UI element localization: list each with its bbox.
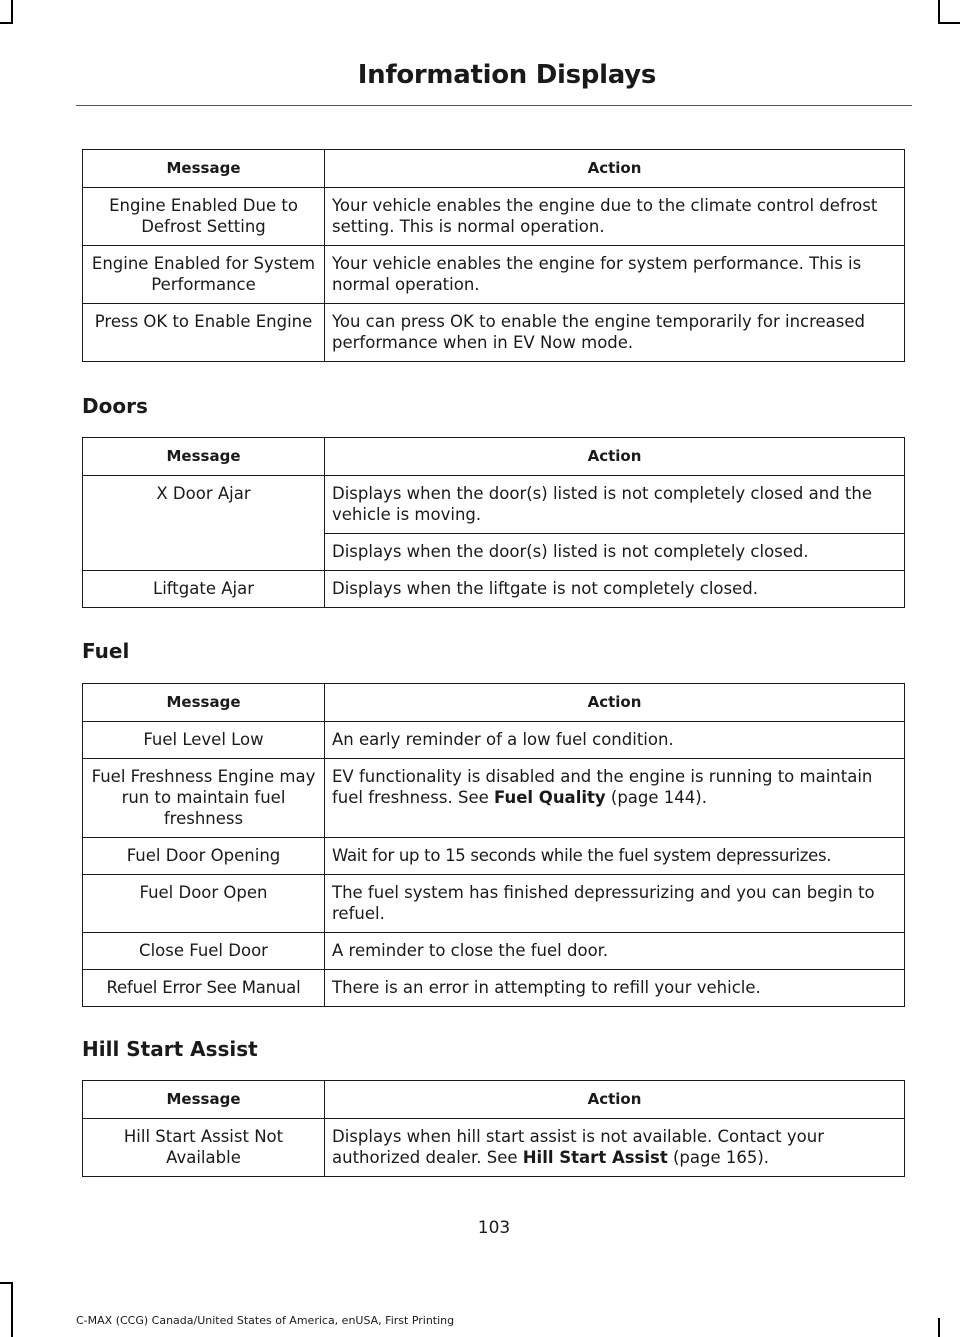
message-cell: Liftgate Ajar	[83, 571, 325, 608]
message-cell: Press OK to Enable Engine	[83, 304, 325, 362]
action-cell	[325, 1119, 905, 1177]
action-column-header: Action	[325, 150, 905, 188]
section-heading-fuel: Fuel	[82, 639, 130, 663]
message-column-header: Message	[83, 684, 325, 722]
table-header-row	[83, 684, 905, 722]
message-cell: Fuel Door Opening	[83, 838, 325, 875]
action-column-header: Action	[325, 1081, 905, 1119]
crop-mark	[0, 22, 13, 24]
action-text: (page 144).	[605, 788, 707, 807]
section-heading-hill-start-assist: Hill Start Assist	[82, 1037, 258, 1061]
message-column-header: Message	[83, 438, 325, 476]
message-cell: Close Fuel Door	[83, 933, 325, 970]
message-cell: Fuel Freshness Engine may run to maintain fuel freshness	[83, 759, 325, 838]
message-cell: Refuel Error See Manual	[83, 970, 325, 1007]
message-cell: Fuel Level Low	[83, 722, 325, 759]
action-column-header: Action	[325, 684, 905, 722]
action-cell: Displays when the door(s) listed is not completely closed and the vehicle is moving.	[325, 476, 905, 534]
message-cell: X Door Ajar	[83, 476, 325, 571]
action-cell: Your vehicle enables the engine due to the climate control defrost setting. This is normal operation.	[325, 188, 905, 246]
crop-mark	[0, 1282, 13, 1284]
action-text: EV functionality is disabled and the engine is running to maintain fuel freshness. See	[332, 767, 873, 807]
action-cell	[325, 759, 905, 838]
table-row	[83, 571, 905, 608]
page-title: Information Displays	[357, 60, 656, 90]
fuel-quality-link[interactable]: Fuel Quality	[494, 788, 606, 807]
page-number: 103	[477, 1218, 511, 1238]
message-cell: Fuel Door Open	[83, 875, 325, 933]
engine-messages-table	[82, 149, 905, 362]
table-header-row	[83, 150, 905, 188]
doors-messages-table	[82, 437, 905, 608]
hill-start-assist-link[interactable]: Hill Start Assist	[522, 1148, 668, 1167]
crop-mark	[938, 22, 960, 24]
action-cell: The fuel system has finished depressurizing and you can begin to refuel.	[325, 875, 905, 933]
message-cell: Engine Enabled for System Performance	[83, 246, 325, 304]
crop-mark	[11, 1282, 13, 1337]
table-row	[83, 875, 905, 933]
action-cell: Your vehicle enables the engine for system performance. This is normal operation.	[325, 246, 905, 304]
table-row	[83, 933, 905, 970]
table-header-row	[83, 438, 905, 476]
table-row	[83, 759, 905, 838]
table-row	[83, 838, 905, 875]
message-column-header: Message	[83, 1081, 325, 1119]
edition-footer: C-MAX (CCG) Canada/United States of America, enUSA, First Printing	[76, 1314, 455, 1327]
table-header-row	[83, 1081, 905, 1119]
message-column-header: Message	[83, 150, 325, 188]
crop-mark	[938, 1318, 940, 1337]
action-text: Displays when hill start assist is not available. Contact your authorized dealer. See	[332, 1127, 824, 1167]
fuel-messages-table	[82, 683, 905, 1007]
table-row	[83, 476, 905, 534]
action-cell: Wait for up to 15 seconds while the fuel system depressurizes.	[325, 838, 905, 875]
action-text: (page 165).	[667, 1148, 770, 1167]
header-rule	[76, 105, 912, 106]
action-cell: There is an error in attempting to refill your vehicle.	[325, 970, 905, 1007]
table-row	[83, 188, 905, 246]
hill-start-assist-messages-table	[82, 1080, 905, 1177]
section-heading-doors: Doors	[82, 394, 148, 418]
table-row	[83, 1119, 905, 1177]
crop-mark	[938, 0, 940, 24]
action-cell: Displays when the door(s) listed is not completely closed.	[325, 534, 905, 571]
crop-mark	[11, 0, 13, 24]
message-cell: Hill Start Assist Not Available	[83, 1119, 325, 1177]
table-row	[83, 304, 905, 362]
action-cell: An early reminder of a low fuel condition.	[325, 722, 905, 759]
action-cell: You can press OK to enable the engine temporarily for increased performance when in EV Now mode.	[325, 304, 905, 362]
table-row	[83, 246, 905, 304]
message-cell: Engine Enabled Due to Defrost Setting	[83, 188, 325, 246]
action-cell: A reminder to close the fuel door.	[325, 933, 905, 970]
action-cell: Displays when the liftgate is not completely closed.	[325, 571, 905, 608]
action-column-header: Action	[325, 438, 905, 476]
table-row	[83, 722, 905, 759]
table-row	[83, 970, 905, 1007]
